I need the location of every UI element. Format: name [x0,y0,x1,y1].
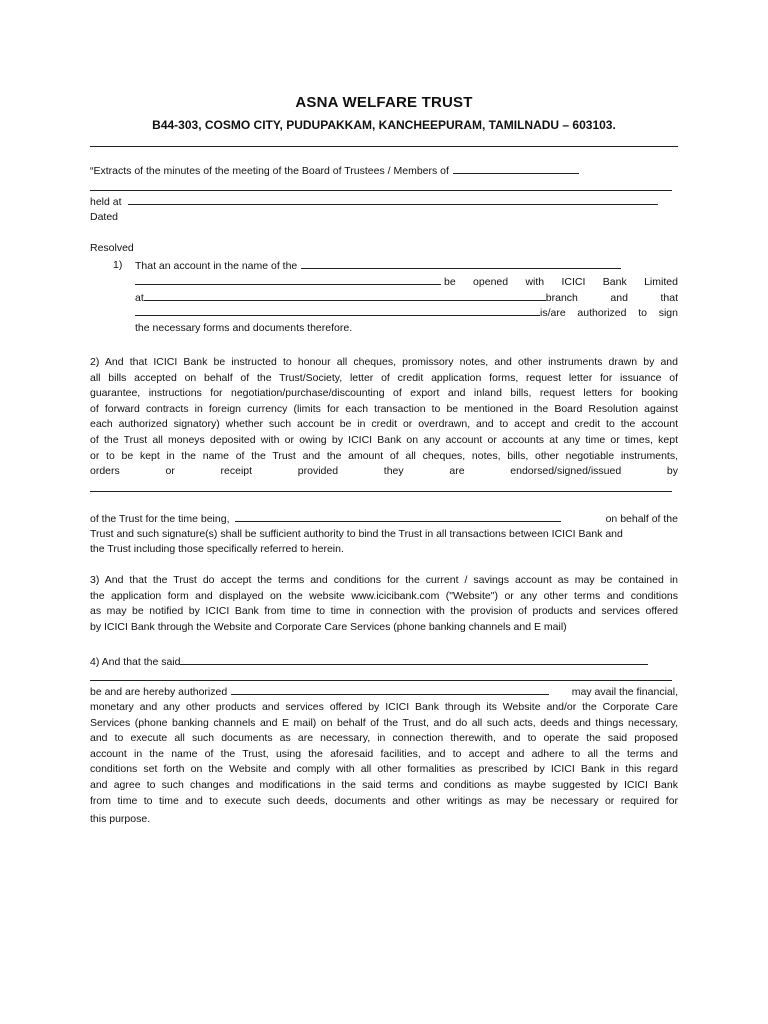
at-label: at [135,292,144,304]
held-at-line [90,194,678,211]
word: be [444,276,456,288]
word: they [383,465,404,477]
paragraph-line: or to be kept in the name of the Trust and the amount of all cheques, notes, bills, other negotiable instruments, [90,449,678,462]
signatory-blank[interactable] [135,305,540,316]
said-text: 4) And that the said [90,656,181,668]
authorized-text: be and are hereby authorized [90,686,228,698]
word: to [638,307,647,319]
paragraph-line: as may be notified by ICICI Bank from time to time in connection with the provision of products and services offered [90,605,678,618]
endorsed-by-blank[interactable] [90,491,672,492]
authorized-blank[interactable] [231,684,549,695]
said-line [90,654,678,671]
word: provided [297,465,339,477]
resolution-1-line-1 [135,258,678,275]
paragraph-line: account in the name of the Trust, using the aforesaid facilities, and to accept and adhere to all the terms and [90,747,678,760]
trust-name-heading: ASNA WELFARE TRUST [295,94,473,111]
paragraph-line: monetary and any other products and services offered by ICICI Bank through its Website and/or the Corporate Care [90,701,678,713]
word: Limited [644,276,678,288]
word: sign [658,307,678,319]
resolution-1-number: 1) [113,259,123,271]
word: that [660,292,678,304]
word: by [666,465,678,477]
resolution-1-line-2 [135,274,678,291]
word: or [165,465,175,477]
authorized-line [90,684,678,701]
paragraph-line: of forward contracts in foreign currency (limits for each transaction to be mentioned in the Board Resolution against [90,402,678,415]
behalf-blank[interactable] [235,511,561,522]
opened-with-bank-text [444,275,678,291]
specifically-referred-text: the Trust including those specifically referred to herein. [90,543,344,555]
account-name-blank[interactable] [301,258,621,269]
header-divider [90,146,678,147]
signature-authority-text: Trust and such signature(s) shall be sufficient authority to bind the Trust in all transactions between ICICI Bank and [90,528,623,540]
account-name-text: That an account in the name of the [135,260,298,272]
board-blank[interactable] [453,163,579,174]
held-at-blank[interactable] [128,194,658,205]
account-name-blank-2[interactable] [135,274,441,285]
paragraph-line: each authorized signatory) whether such account be in credit or overdrawn, and to accept and credit to the account [90,418,678,431]
paragraph-line: guarantee, instructions for negotiation/purchase/discounting of export and inland bills, request letters for booking [90,387,678,400]
paragraph-line: and agree to such changes and modifications in the said terms and conditions as maybe suggested by ICICI Bank [90,779,678,791]
extracts-text: “Extracts of the minutes of the meeting of the Board of Trustees / Members of [90,165,449,177]
word: orders [90,465,120,477]
behalf-text: on behalf of the [605,513,678,525]
paragraph-line: of the Trust all moneys deposited with or owing by ICICI Bank on any account or accounts at any time or times, kept [90,434,678,446]
extracts-line [90,163,678,180]
resolved-label: Resolved [90,242,134,254]
trust-address: B44-303, COSMO CITY, PUDUPAKKAM, KANCHEEPURAM, TAMILNADU – 603103. [152,118,616,132]
dated-label: Dated [90,211,119,223]
paragraph-line: Services (phone banking channels and E mail) on behalf of the Trust, and do all such acts, deeds and things necessary, [90,716,678,729]
word: ICICI [561,276,586,288]
authorized-to-sign-text [540,306,678,322]
word: authorized [577,307,627,319]
word: Bank [602,276,627,288]
word: receipt [220,465,253,477]
paragraph-line: by ICICI Bank through the Website and Corporate Care Services (phone banking channels and E mail) [90,620,567,633]
paragraph-line: conditions set forth on the Website and comply with all other formalities as prescribed by ICICI Bank in this regard [90,763,678,776]
paragraph-line: from time to time and to execute such deeds, documents and other writings as may be necessary or required for [90,794,678,807]
said-blank-continued[interactable] [90,680,672,681]
time-being-text: of the Trust for the time being, [90,513,230,525]
word: opened [473,276,509,288]
word: and [610,292,628,304]
trust-time-being-line [90,511,678,528]
resolution-1-line-4 [135,305,678,322]
paragraph-line: 3) And that the Trust do accept the terms and conditions for the current / savings account as may be contained in [90,574,678,586]
word: with [525,276,545,288]
held-at-label: held at [90,196,122,208]
branch-blank[interactable] [144,290,546,301]
word: endorsed/signed/issued [510,465,622,477]
orders-receipt-line [90,464,678,480]
said-blank[interactable] [180,654,648,665]
paragraph-line: all bills accepted on behalf of the Trust/Society, letter of credit application forms, request letter for issuance of [90,371,678,384]
word: branch [545,292,578,304]
word: is/are [540,307,566,319]
word: are [449,465,465,477]
paragraph-line: the application form and displayed on the website www.icicibank.com ("Website") or any other terms and conditions [90,589,678,602]
this-purpose-text: this purpose. [90,813,151,825]
paragraph-line: 2) And that ICICI Bank be instructed to honour all cheques, promissory notes, and other instruments drawn by and [90,356,678,368]
necessary-forms-text: the necessary forms and documents therefore. [135,322,353,334]
avail-financial-text: may avail the financial, [571,686,678,698]
paragraph-line: and to execute all such documents as are necessary, in connection therewith, and to operate the said proposed [90,732,678,745]
board-blank-continued[interactable] [90,190,672,191]
